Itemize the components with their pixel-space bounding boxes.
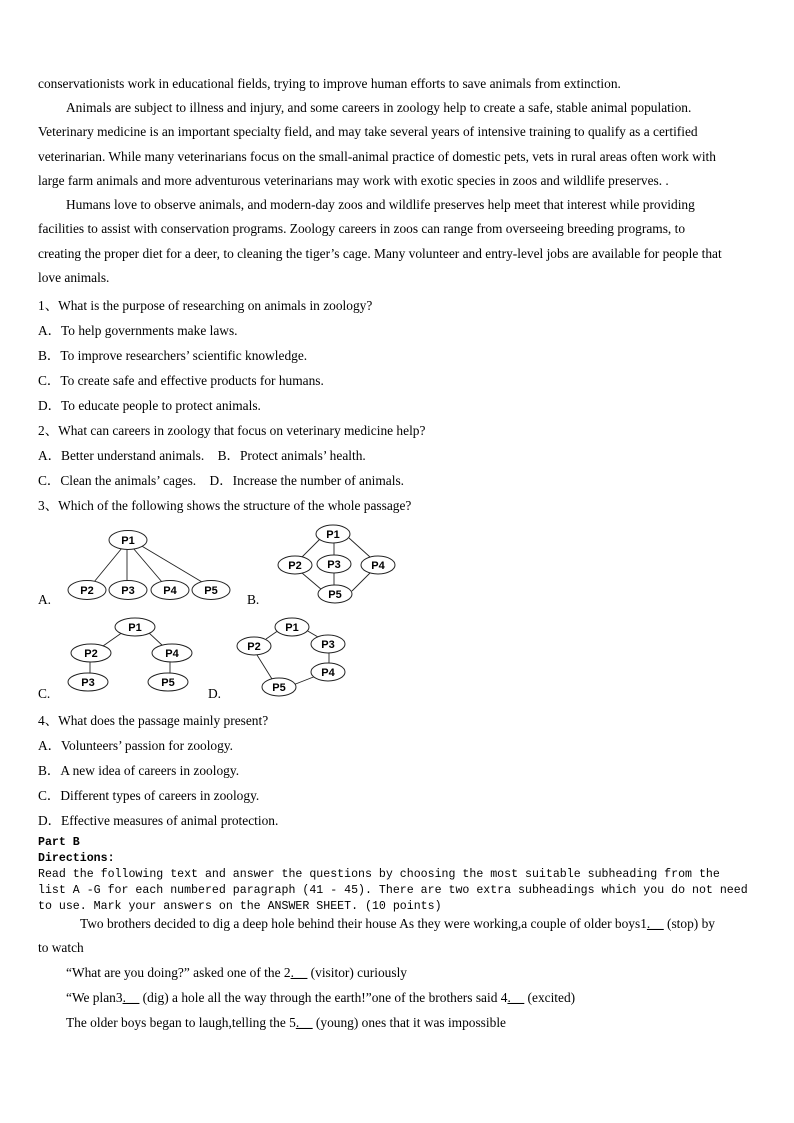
- passage-line: facilities to assist with conservation programs. Zoology careers in zoos can range from overseeing breeding programs, to: [38, 221, 686, 236]
- cloze-line: [80, 916, 715, 932]
- directions-line: to use. Mark your answers on the ANSWER SHEET. (10 points): [38, 900, 442, 913]
- cloze-line: [66, 990, 575, 1006]
- directions-label: Directions:: [38, 852, 115, 865]
- diagram-option-label-b: B.: [247, 592, 260, 607]
- node-label: P3: [321, 639, 335, 651]
- cloze-blank-1[interactable]: .__: [646, 916, 664, 931]
- diagram-option-label-d: D.: [208, 686, 222, 701]
- node-label: P4: [163, 585, 177, 597]
- directions-line: list A -G for each numbered paragraph (41 - 45). There are two extra subheadings which you do not need: [38, 884, 748, 897]
- answer-option: A．To help governments make laws.: [38, 323, 238, 338]
- question-stem: 2、What can careers in zoology that focus on veterinary medicine help?: [38, 423, 426, 438]
- cloze-blank-2[interactable]: .__: [290, 965, 308, 980]
- cloze-line: [66, 1015, 506, 1031]
- cloze-text: (visitor) curiously: [307, 965, 407, 980]
- answer-option: B．A new idea of careers in zoology.: [38, 763, 240, 778]
- node-label: P4: [321, 667, 335, 679]
- answer-option-row: C．Clean the animals’ cages. D．Increase the number of animals.: [38, 473, 405, 488]
- cloze-text: (young) ones that it was impossible: [312, 1015, 506, 1030]
- node-label: P2: [247, 641, 261, 653]
- node-label: P2: [80, 585, 94, 597]
- directions-line: Read the following text and answer the questions by choosing the most suitable subheading from the: [38, 868, 720, 881]
- node-label: P2: [84, 648, 98, 660]
- node-label: P1: [326, 529, 340, 541]
- node-label: P5: [204, 585, 218, 597]
- node-label: P3: [327, 559, 341, 571]
- passage-line: creating the proper diet for a deer, to cleaning the tiger’s cage. Many volunteer and entry-level jobs are available for people that: [38, 246, 722, 261]
- diagram-option-label-c: C.: [38, 686, 51, 701]
- passage-line: veterinarian. While many veterinarians focus on the small-animal practice of domestic pets, vets in rural areas often work with: [38, 149, 716, 164]
- answer-option: C．Different types of careers in zoology.: [38, 788, 260, 803]
- cloze-blank-5[interactable]: .__: [295, 1015, 313, 1030]
- node-label: P3: [81, 677, 95, 689]
- passage-line: Animals are subject to illness and injury, and some careers in zoology help to create a safe, stable animal population.: [66, 100, 692, 115]
- node-label: P4: [165, 648, 179, 660]
- node-label: P5: [328, 589, 342, 601]
- answer-option-row: A．Better understand animals. B．Protect animals’ health.: [38, 448, 366, 463]
- answer-option: A．Volunteers’ passion for zoology.: [38, 738, 233, 753]
- answer-option: D．Effective measures of animal protection.: [38, 813, 279, 828]
- passage-line: Humans love to observe animals, and modern-day zoos and wildlife preserves help meet that interest while providing: [66, 197, 695, 212]
- answer-option: C．To create safe and effective products for humans.: [38, 373, 324, 388]
- question-stem: 1、What is the purpose of researching on animals in zoology?: [38, 298, 373, 313]
- cloze-text: (dig) a hole all the way through the earth!”one of the brothers said 4: [139, 990, 508, 1005]
- cloze-line: [66, 965, 407, 981]
- cloze-text: (excited): [524, 990, 576, 1005]
- answer-option: B．To improve researchers’ scientific knowledge.: [38, 348, 308, 363]
- node-label: P3: [121, 585, 135, 597]
- answer-option: D．To educate people to protect animals.: [38, 398, 261, 413]
- cloze-blank-4[interactable]: .__: [507, 990, 525, 1005]
- question-stem: 4、What does the passage mainly present?: [38, 713, 269, 728]
- passage-line: conservationists work in educational fields, trying to improve human efforts to save animals from extinction.: [38, 76, 621, 91]
- question-stem: 3、Which of the following shows the structure of the whole passage?: [38, 498, 412, 513]
- cloze-text: “We plan3: [66, 990, 123, 1005]
- node-label: P4: [371, 560, 385, 572]
- cloze-text: The older boys began to laugh,telling the 5: [66, 1015, 296, 1030]
- node-label: P5: [161, 677, 175, 689]
- passage-line: love animals.: [38, 270, 110, 285]
- cloze-text: Two brothers decided to dig a deep hole behind their house As they were working,a couple of older boys1: [80, 916, 647, 931]
- cloze-line: to watch: [38, 940, 84, 955]
- node-label: P1: [128, 622, 142, 634]
- diagram-option-label-a: A.: [38, 592, 52, 607]
- cloze-blank-3[interactable]: .__: [122, 990, 140, 1005]
- node-label: P1: [121, 535, 135, 547]
- cloze-text: “What are you doing?” asked one of the 2: [66, 965, 291, 980]
- node-label: P2: [288, 560, 302, 572]
- node-label: P5: [272, 682, 286, 694]
- passage-line: Veterinary medicine is an important specialty field, and may take several years of intensive training to qualify as a certified: [38, 124, 698, 139]
- section-title: Part B: [38, 836, 80, 849]
- cloze-text: (stop) by: [663, 916, 715, 931]
- node-label: P1: [285, 622, 299, 634]
- passage-line: large farm animals and more adventurous veterinarians may work with exotic species in zoos and wildlife preserves. .: [38, 173, 669, 188]
